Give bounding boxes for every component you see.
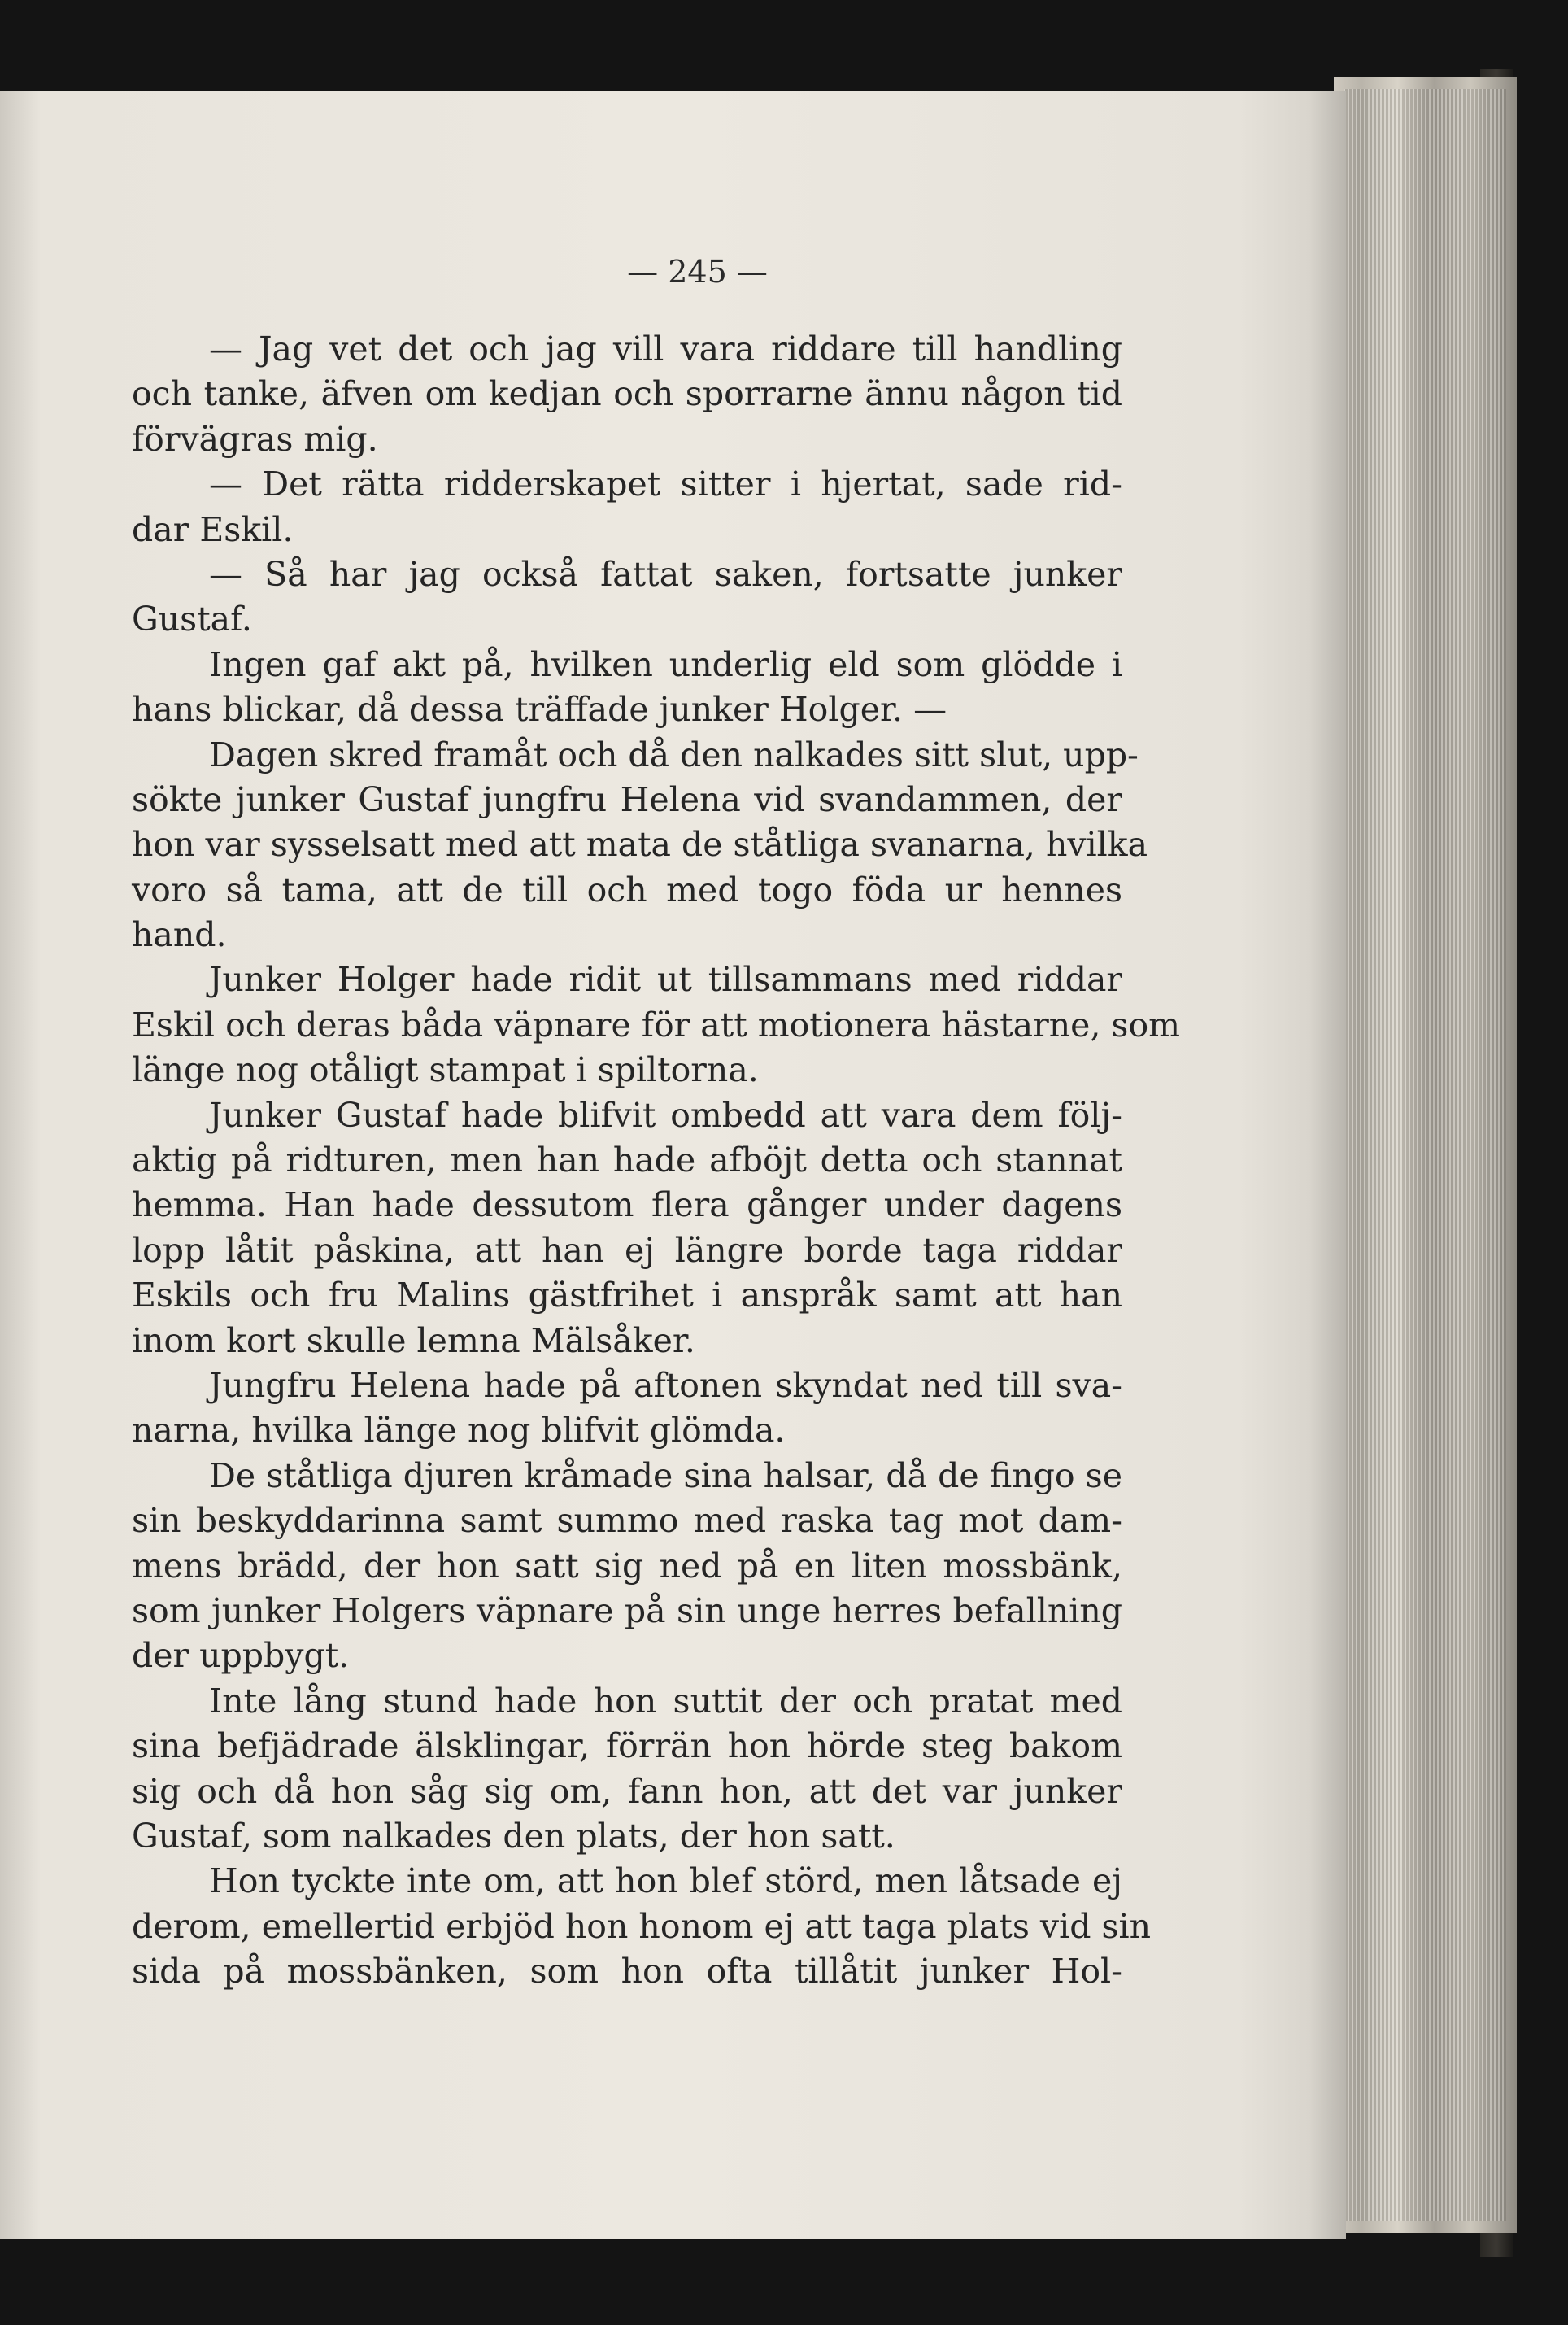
text-line: narna, hvilka länge nog blifvit glömda.: [132, 1411, 786, 1450]
text-line: länge nog otåligt stampat i spiltorna.: [132, 1050, 759, 1090]
text-line: Junker Holger hade ridit ut tillsammans med riddar: [209, 960, 1122, 1000]
text-line: Inte lång stund hade hon suttit der och pratat med: [209, 1681, 1122, 1721]
text-line: De ståtliga djuren kråmade sina halsar, då de fingo se: [209, 1455, 1122, 1495]
page-edge-texture: [1344, 89, 1506, 2221]
text-line: Eskil och deras båda väpnare för att motionera hästarne, som: [132, 1005, 1181, 1045]
text-line: aktig på ridturen, men han hade afböjt detta och stannat: [132, 1141, 1122, 1180]
text-line: der uppbygt.: [132, 1636, 350, 1676]
text-line: sina befjädrade älsklingar, förrän hon hörde steg bakom: [132, 1726, 1122, 1766]
text-line: dar Eskil.: [132, 509, 294, 549]
body-text: [132, 327, 1181, 1994]
text-line: — Så har jag också fattat saken, fortsatte junker: [209, 554, 1122, 594]
text-line: förvägras mig.: [132, 419, 378, 459]
text-line: mens brädd, der hon satt sig ned på en liten mossbänk,: [132, 1546, 1122, 1586]
text-line: Ingen gaf akt på, hvilken underlig eld som glödde i: [209, 644, 1122, 684]
text-line: och tanke, äfven om kedjan och sporrarne ännu någon tid: [132, 374, 1122, 414]
text-line: derom, emellertid erbjöd hon honom ej att taga plats vid sin: [132, 1906, 1152, 1946]
text-line: Gustaf, som nalkades den plats, der hon satt.: [132, 1816, 895, 1856]
page-number: — 245 —: [627, 254, 768, 290]
text-line: voro så tama, att de till och med togo föda ur hennes: [132, 870, 1122, 909]
text-line: sig och då hon såg sig om, fann hon, att det var junker: [132, 1771, 1122, 1811]
text-line: hemma. Han hade dessutom flera gånger under dagens: [132, 1185, 1122, 1225]
text-line: — Det rätta ridderskapet sitter i hjertat, sade rid-: [209, 465, 1122, 504]
page-gutter-shadow: [1309, 91, 1346, 2239]
text-line: lopp låtit påskina, att han ej längre borde taga riddar: [132, 1230, 1122, 1270]
text-line: Jungfru Helena hade på aftonen skyndat ned till sva-: [209, 1365, 1122, 1405]
text-line: Eskils och fru Malins gästfrihet i anspråk samt att han: [132, 1276, 1122, 1315]
text-line: hans blickar, då dessa träffade junker Holger. —: [132, 690, 947, 730]
text-line: Gustaf.: [132, 600, 252, 639]
text-line: sida på mossbänken, som hon ofta tillåtit junker Hol-: [132, 1952, 1122, 1991]
text-line: som junker Holgers väpnare på sin unge herres befallning: [132, 1590, 1122, 1630]
text-line: Hon tyckte inte om, att hon blef störd, men låtsade ej: [209, 1861, 1122, 1901]
text-line: hand.: [132, 915, 227, 955]
text-line: sökte junker Gustaf jungfru Helena vid svandammen, der: [132, 779, 1122, 819]
text-line: inom kort skulle lemna Mälsåker.: [132, 1320, 695, 1360]
text-line: hon var sysselsatt med att mata de ståtliga svanarna, hvilka: [132, 825, 1148, 865]
text-line: sin beskyddarinna samt summo med raska tag mot dam-: [132, 1501, 1122, 1541]
text-line: — Jag vet det och jag vill vara riddare till handling: [209, 329, 1122, 369]
text-line: Junker Gustaf hade blifvit ombedd att vara dem följ-: [209, 1095, 1122, 1135]
text-line: Dagen skred framåt och då den nalkades sitt slut, upp-: [209, 735, 1139, 774]
